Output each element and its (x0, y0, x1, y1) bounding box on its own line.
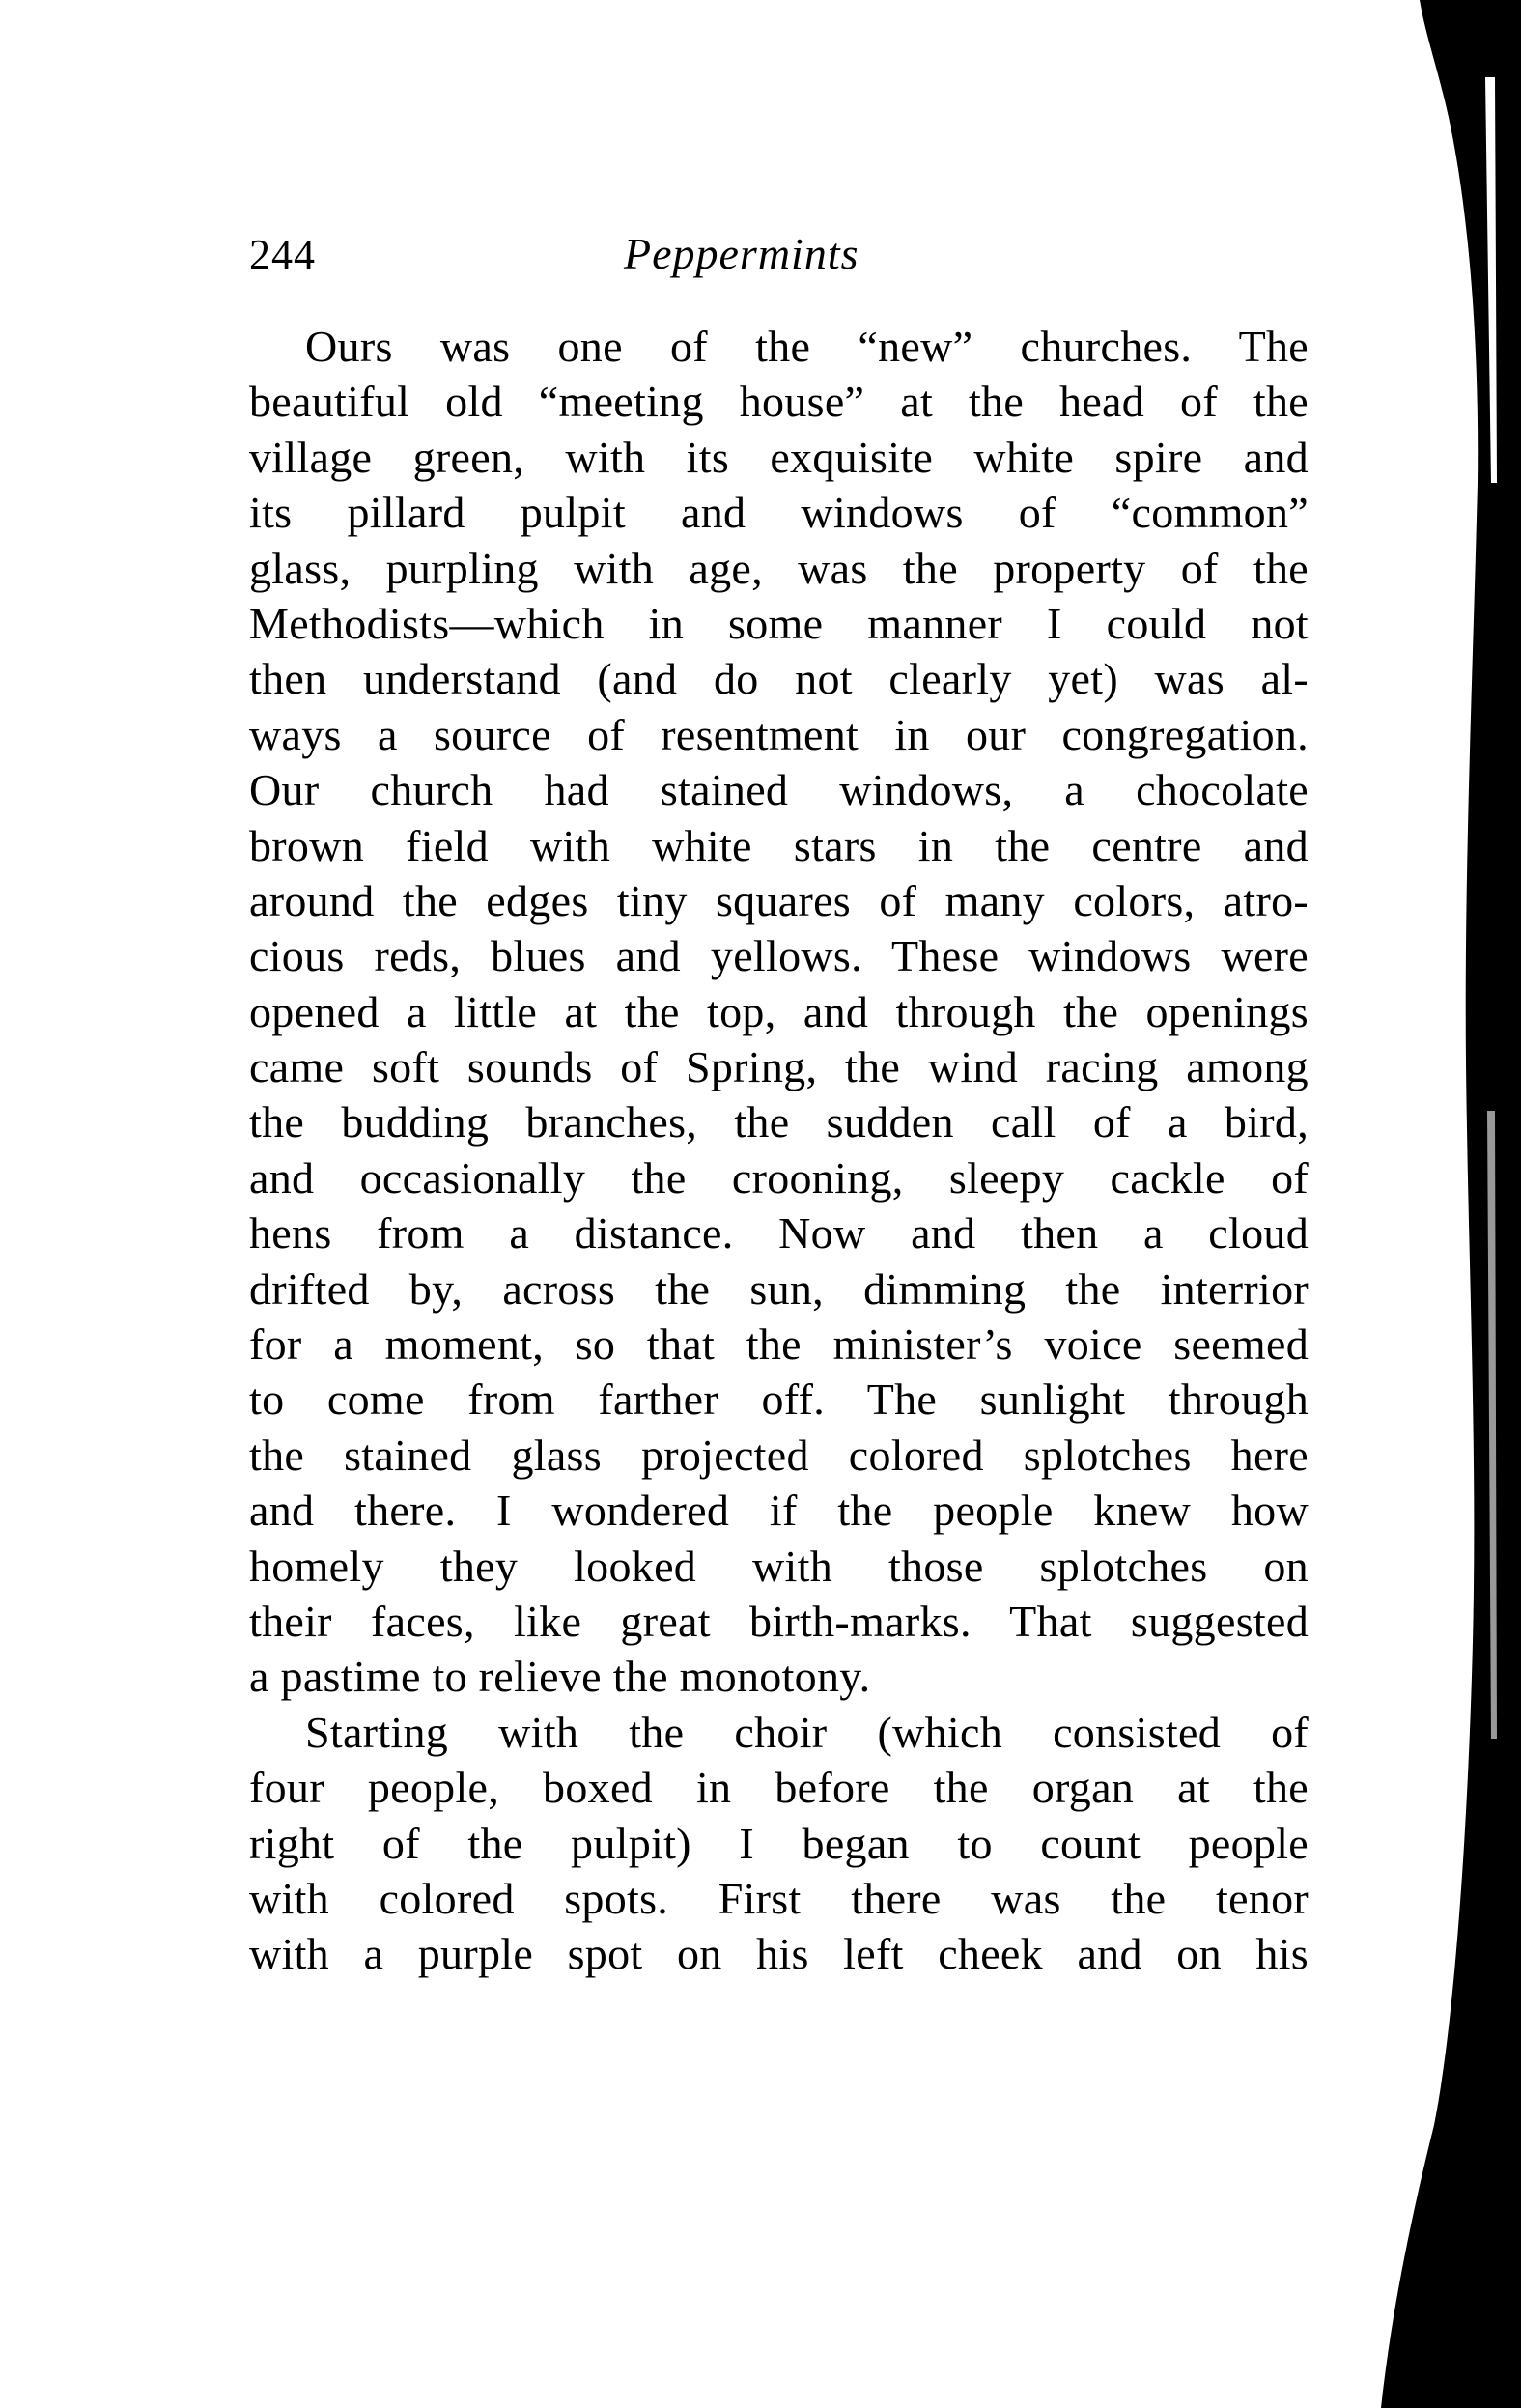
binding-shadow (1352, 0, 1521, 2408)
text-line: then understand (and do not clearly yet) was al- (249, 654, 1309, 704)
text-line: to come from farther off. The sunlight through (249, 1374, 1309, 1425)
text-line: Starting with the choir (which consisted of (305, 1707, 1309, 1757)
text-line: right of the pulpit) I began to count people (249, 1818, 1309, 1868)
text-line: drifted by, across the sun, dimming the interrior (249, 1263, 1309, 1314)
text-line: their faces, like great birth-marks. That suggested (249, 1596, 1309, 1646)
text-line: village green, with its exquisite white spire and (249, 432, 1309, 482)
text-line: and occasionally the crooning, sleepy cackle of (249, 1152, 1309, 1203)
text-line: homely they looked with those splotches on (249, 1541, 1309, 1591)
text-line: the budding branches, the sudden call of a bird, (249, 1097, 1309, 1147)
text-line: four people, boxed in before the organ at the (249, 1763, 1309, 1813)
text-line: its pillard pulpit and windows of “common” (249, 488, 1309, 538)
text-line: came soft sounds of Spring, the wind racing among (249, 1042, 1309, 1092)
text-line: Our church had stained windows, a chocolate (249, 765, 1309, 815)
text-line: beautiful old “meeting house” at the head of the (249, 377, 1309, 427)
text-line: around the edges tiny squares of many colors, atro- (249, 875, 1309, 925)
text-line: with a purple spot on his left cheek and on his (249, 1929, 1309, 1979)
text-line: the stained glass projected colored splotches here (249, 1430, 1309, 1480)
body-text (249, 319, 1309, 1982)
text-line: for a moment, so that the minister’s voice seemed (249, 1319, 1309, 1370)
running-title: Peppermints (624, 229, 859, 278)
text-line: Methodists—which in some manner I could not (249, 598, 1309, 648)
binding-shadow-shape (1381, 0, 1521, 2408)
text-line: Ours was one of the “new” churches. The (305, 322, 1309, 371)
text-line: ways a source of resentment in our congregation. (249, 709, 1309, 759)
text-line: hens from a distance. Now and then a cloud (249, 1208, 1309, 1259)
text-line: glass, purpling with age, was the property of the (249, 543, 1309, 593)
text-line: with colored spots. First there was the tenor (249, 1873, 1309, 1923)
text-line: opened a little at the top, and through the openings (249, 986, 1309, 1036)
text-line: a pastime to relieve the monotony. (249, 1652, 871, 1702)
text-line: and there. I wondered if the people knew how (249, 1486, 1309, 1536)
running-head (249, 230, 1311, 288)
text-line: brown field with white stars in the centre and (249, 820, 1309, 870)
text-line: cious reds, blues and yellows. These windows were (249, 931, 1309, 981)
page-number: 244 (249, 231, 316, 278)
